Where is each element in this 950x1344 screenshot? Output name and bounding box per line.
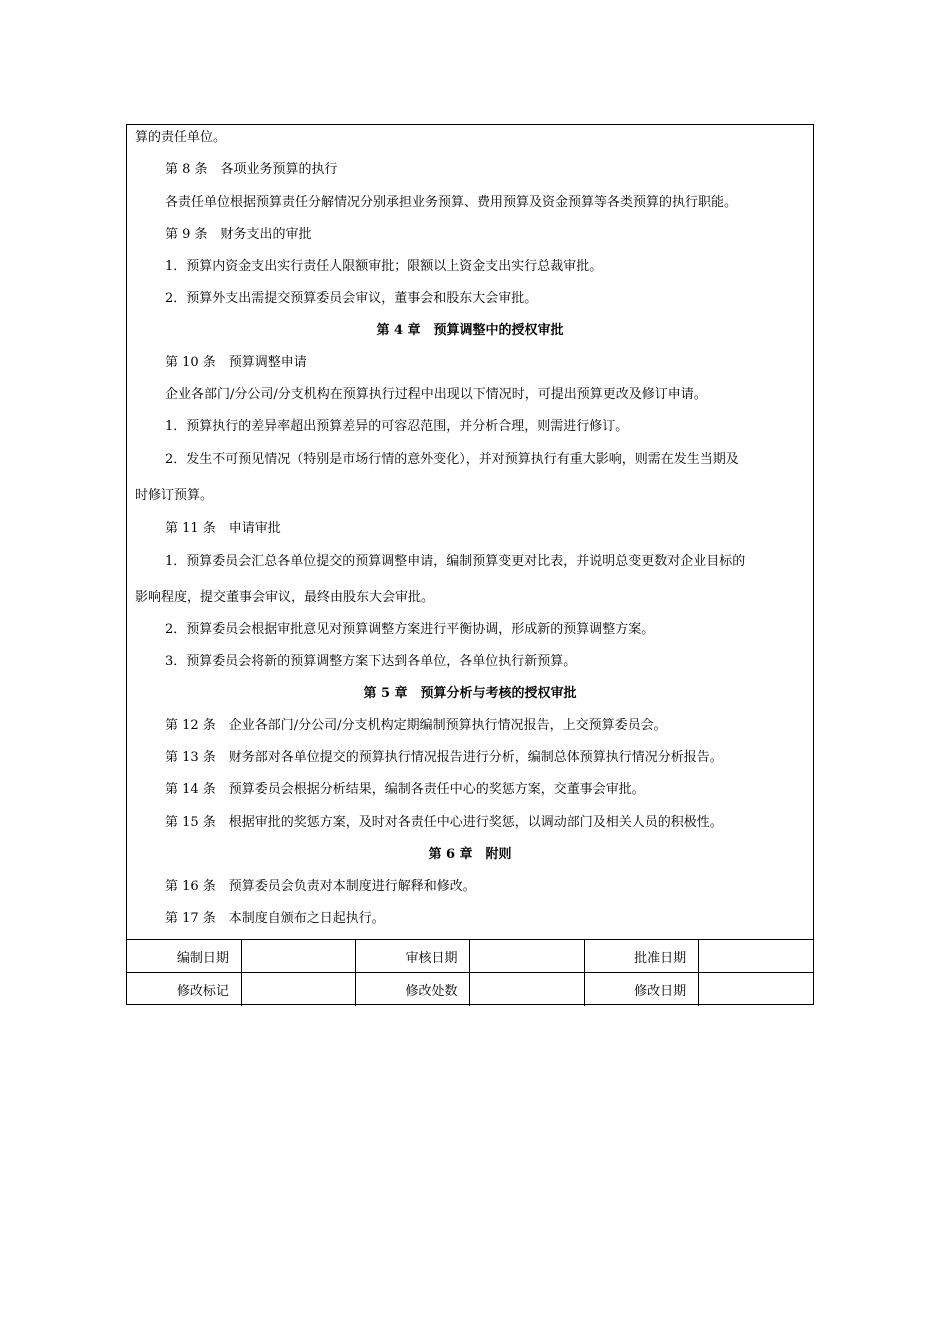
- label-prepared-date: 编制日期: [127, 940, 241, 973]
- label-approval-date: 批准日期: [584, 940, 698, 973]
- label-revision-date: 修改日期: [584, 973, 698, 1006]
- article-title: 第 14 条 预算委员会根据分析结果，编制各责任中心的奖惩方案，交董事会审批。: [165, 782, 645, 797]
- text-line: 2．预算外支出需提交预算委员会审议，董事会和股东大会审批。: [165, 291, 538, 306]
- article-title: 第 10 条 预算调整申请: [165, 355, 307, 370]
- text-line: 1．预算内资金支出实行责任人限额审批；限额以上资金支出实行总裁审批。: [165, 259, 603, 274]
- text-line: 时修订预算。: [135, 488, 214, 503]
- label-revision-count: 修改处数: [356, 973, 470, 1006]
- article-title: 第 9 条 财务支出的审批: [165, 227, 312, 242]
- article-title: 第 16 条 预算委员会负责对本制度进行解释和修改。: [165, 879, 476, 894]
- approval-date-field[interactable]: [699, 940, 813, 973]
- article-title: 第 17 条 本制度自颁布之日起执行。: [165, 911, 385, 926]
- text-line: 3．预算委员会将新的预算调整方案下达到各单位，各单位执行新预算。: [165, 654, 577, 669]
- text-line: 各责任单位根据预算责任分解情况分别承担业务预算、费用预算及资金预算等各类预算的执行职能。: [165, 195, 738, 210]
- text-line: 算的责任单位。: [135, 130, 227, 145]
- chapter-heading: 第 6 章 附则: [428, 847, 512, 862]
- article-title: 第 15 条 根据审批的奖惩方案，及时对各责任中心进行奖惩，以调动部门及相关人员的积极性。: [165, 815, 723, 830]
- review-date-field[interactable]: [470, 940, 584, 973]
- article-title: 第 12 条 企业各部门/分公司/分支机构定期编制预算执行情况报告，上交预算委员会。: [165, 718, 667, 733]
- label-review-date: 审核日期: [356, 940, 470, 973]
- chapter-heading: 第 5 章 预算分析与考核的授权审批: [363, 686, 577, 701]
- text-line: 1．预算委员会汇总各单位提交的预算调整申请，编制预算变更对比表，并说明总变更数对企业目标的: [165, 554, 746, 569]
- text-line: 1．预算执行的差异率超出预算差异的可容忍范围，并分析合理，则需进行修订。: [165, 419, 629, 434]
- document-frame: [126, 124, 814, 1005]
- label-revision-mark: 修改标记: [127, 973, 241, 1006]
- revision-count-field[interactable]: [470, 973, 584, 1006]
- revision-date-field[interactable]: [699, 973, 813, 1006]
- table-row: [127, 940, 813, 973]
- article-title: 第 8 条 各项业务预算的执行: [165, 162, 338, 177]
- revision-mark-field[interactable]: [241, 973, 355, 1006]
- text-line: 企业各部门/分公司/分支机构在预算执行过程中出现以下情况时，可提出预算更改及修订申请。: [165, 387, 707, 402]
- article-title: 第 13 条 财务部对各单位提交的预算执行情况报告进行分析，编制总体预算执行情况分析报告。: [165, 750, 723, 765]
- article-title: 第 11 条 申请审批: [165, 521, 281, 536]
- text-line: 影响程度，提交董事会审议，最终由股东大会审批。: [135, 590, 435, 605]
- chapter-heading: 第 4 章 预算调整中的授权审批: [376, 323, 564, 338]
- text-line: 2．发生不可预见情况（特别是市场行情的意外变化），并对预算执行有重大影响，则需在发生当期及: [165, 452, 739, 467]
- signoff-table: [127, 939, 813, 1006]
- prepared-date-field[interactable]: [241, 940, 355, 973]
- table-row: [127, 973, 813, 1006]
- text-line: 2．预算委员会根据审批意见对预算调整方案进行平衡协调，形成新的预算调整方案。: [165, 622, 655, 637]
- document-body: [127, 125, 813, 939]
